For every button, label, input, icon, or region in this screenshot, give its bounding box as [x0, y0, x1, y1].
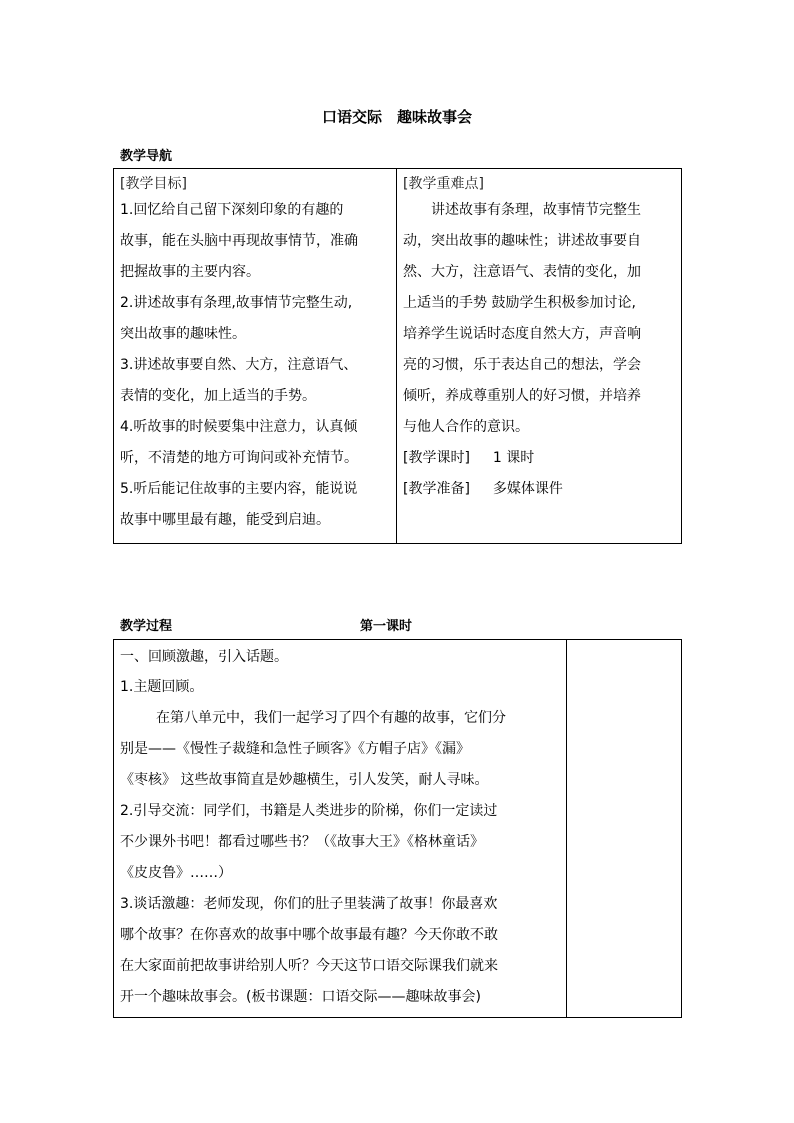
objective-line: 把握故事的主要内容。	[120, 264, 260, 280]
process-line: 别是——《慢性子裁缝和急性子顾客》《方帽子店》《漏》	[120, 741, 470, 757]
key-point-line: 动，突出故事的趣味性；讲述故事要自	[403, 233, 641, 249]
objectives-header: [教学目标]	[120, 176, 187, 192]
process-section-label: 教学过程	[120, 619, 173, 634]
teaching-process-table	[113, 639, 682, 1018]
objective-line: 4.听故事的时候要集中注意力，认真倾	[120, 419, 358, 435]
page-title: 口语交际 趣味故事会	[321, 108, 472, 126]
objective-line: 2.讲述故事有条理,故事情节完整生动,	[120, 295, 353, 311]
objectives-cell	[114, 169, 397, 544]
teaching-nav-table	[113, 168, 682, 544]
process-content-cell	[114, 640, 567, 1018]
key-points-header: [教学重难点]	[403, 176, 484, 192]
key-point-line: 然、大方，注意语气、表情的变化，加	[403, 264, 641, 280]
objective-line: 1.回忆给自己留下深刻印象的有趣的	[120, 202, 344, 218]
key-point-line: 亮的习惯，乐于表达自己的想法，学会	[403, 357, 641, 373]
objective-line: 表情的变化，加上适当的手势。	[120, 388, 316, 404]
process-line: 3.谈话激趣：老师发现，你们的肚子里装满了故事！你最喜欢	[120, 896, 498, 912]
process-line: 在第八单元中，我们一起学习了四个有趣的故事，它们分	[156, 710, 506, 726]
objective-line: 3.讲述故事要自然、大方，注意语气、	[120, 357, 358, 373]
process-line: 一、回顾激趣，引入话题。	[120, 649, 288, 665]
objective-line: 故事中哪里最有趣，能受到启迪。	[120, 512, 330, 528]
prep-row	[403, 474, 675, 505]
prep-value: 多媒体课件	[492, 481, 563, 497]
process-line: 不少课外书吧！都看过哪些书？（《故事大王》《格林童话》	[120, 834, 484, 850]
class-hours-row	[403, 443, 675, 474]
objective-line: 听，不清楚的地方可询问或补充情节。	[120, 450, 358, 466]
process-line: 《皮皮鲁》……）	[120, 865, 232, 881]
prep-label: [教学准备]	[403, 481, 470, 497]
objective-line: 5.听后能记住故事的主要内容，能说说	[120, 481, 358, 497]
key-point-line: 与他人合作的意识。	[403, 419, 529, 435]
process-line: 哪个故事？在你喜欢的故事中哪个故事最有趣？今天你敢不敢	[120, 927, 498, 943]
process-line: 开一个趣味故事会。(板书课题：口语交际——趣味故事会)	[120, 989, 481, 1005]
process-line: 在大家面前把故事讲给别人听？今天这节口语交际课我们就来	[120, 958, 498, 974]
class-hours-label: [教学课时]	[403, 450, 470, 466]
objective-line: 突出故事的趣味性。	[120, 326, 246, 342]
nav-section-label: 教学导航	[120, 149, 173, 164]
key-points-cell	[397, 169, 682, 544]
process-line: 2.引导交流：同学们，书籍是人类进步的阶梯，你们一定读过	[120, 803, 498, 819]
key-point-line: 培养学生说话时态度自然大方，声音响	[403, 326, 641, 342]
period-label: 第一课时	[360, 619, 413, 634]
key-point-line: 上适当的手势 鼓励学生积极参加讨论,	[403, 295, 636, 311]
key-point-line: 倾听，养成尊重别人的好习惯，并培养	[403, 388, 641, 404]
process-line: 1.主题回顾。	[120, 679, 204, 695]
class-hours-value: 1 课时	[492, 450, 535, 466]
key-point-line: 讲述故事有条理，故事情节完整生	[431, 202, 641, 218]
process-line: 《枣核》 这些故事简直是妙趣横生，引人发笑，耐人寻味。	[120, 772, 489, 788]
objective-line: 故事，能在头脑中再现故事情节，准确	[120, 233, 358, 249]
process-notes-cell	[567, 640, 682, 1018]
